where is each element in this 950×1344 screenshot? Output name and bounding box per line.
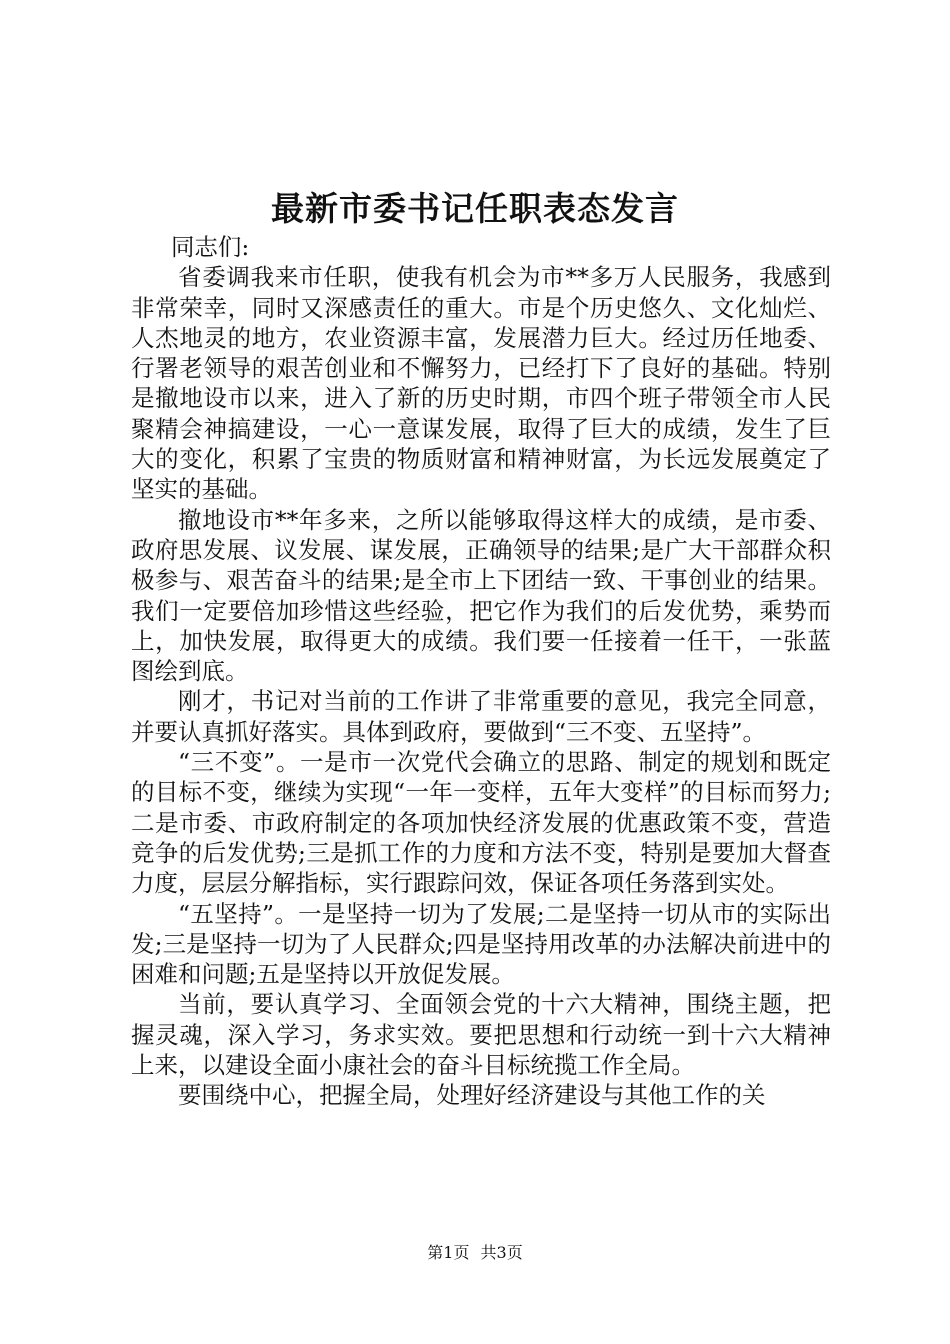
- paragraph: 当前，要认真学习、全面领会党的十六大精神，围绕主题，把握灵魂，深入学习，务求实效。要把思想和行动统一到十六大精神上来，以建设全面小康社会的奋斗目标统揽工作全局。: [131, 990, 831, 1080]
- paragraph: 刚才，书记对当前的工作讲了非常重要的意见，我完全同意，并要认真抓好落实。具体到政府，要做到“三不变、五坚持”。: [131, 687, 831, 746]
- page-title: 最新市委书记任职表态发言: [271, 189, 679, 228]
- paragraph: 省委调我来市任职，使我有机会为市**多万人民服务，我感到非常荣幸，同时又深感责任的重大。市是个历史悠久、文化灿烂、人杰地灵的地方，农业资源丰富，发展潜力巨大。经过历任地委、行署老领导的艰苦创业和不懈努力，已经打下了良好的基础。特别是撤地设市以来，进入了新的历史时期，市四个班子带领全市人民聚精会神搞建设，一心一意谋发展，取得了巨大的成绩，发生了巨大的变化，积累了宝贵的物质财富和精神财富，为长远发展奠定了坚实的基础。: [131, 263, 831, 504]
- page-total: 共3页: [480, 1243, 523, 1262]
- paragraph: 撤地设市**年多来，之所以能够取得这样大的成绩，是市委、政府思发展、议发展、谋发展，正确领导的结果;是广大干部群众积极参与、艰苦奋斗的结果;是全市上下团结一致、干事创业的结果。我们一定要倍加珍惜这些经验，把它作为我们的后发优势，乘势而上，加快发展，取得更大的成绩。我们要一任接着一任干，一张蓝图绘到底。: [131, 505, 831, 686]
- page-number: 第1页: [427, 1243, 470, 1262]
- paragraph: 要围绕中心，把握全局，处理好经济建设与其他工作的关: [178, 1081, 766, 1110]
- paragraph: “五坚持”。一是坚持一切为了发展;二是坚持一切从市的实际出发;三是坚持一切为了人民群众;四是坚持用改革的办法解决前进中的困难和问题;五是坚持以开放促发展。: [131, 899, 831, 989]
- salutation: 同志们:: [170, 233, 250, 261]
- document-body: [131, 232, 831, 1111]
- paragraph: “三不变”。一是市一次党代会确立的思路、制定的规划和既定的目标不变，继续为实现“一年一变样，五年大变样”的目标而努力;二是市委、市政府制定的各项加快经济发展的优惠政策不变，营造竞争的后发优势;三是抓工作的力度和方法不变，特别是要加大督查力度，层层分解指标，实行跟踪问效，保证各项任务落到实处。: [131, 748, 831, 898]
- page-footer: [0, 1242, 950, 1264]
